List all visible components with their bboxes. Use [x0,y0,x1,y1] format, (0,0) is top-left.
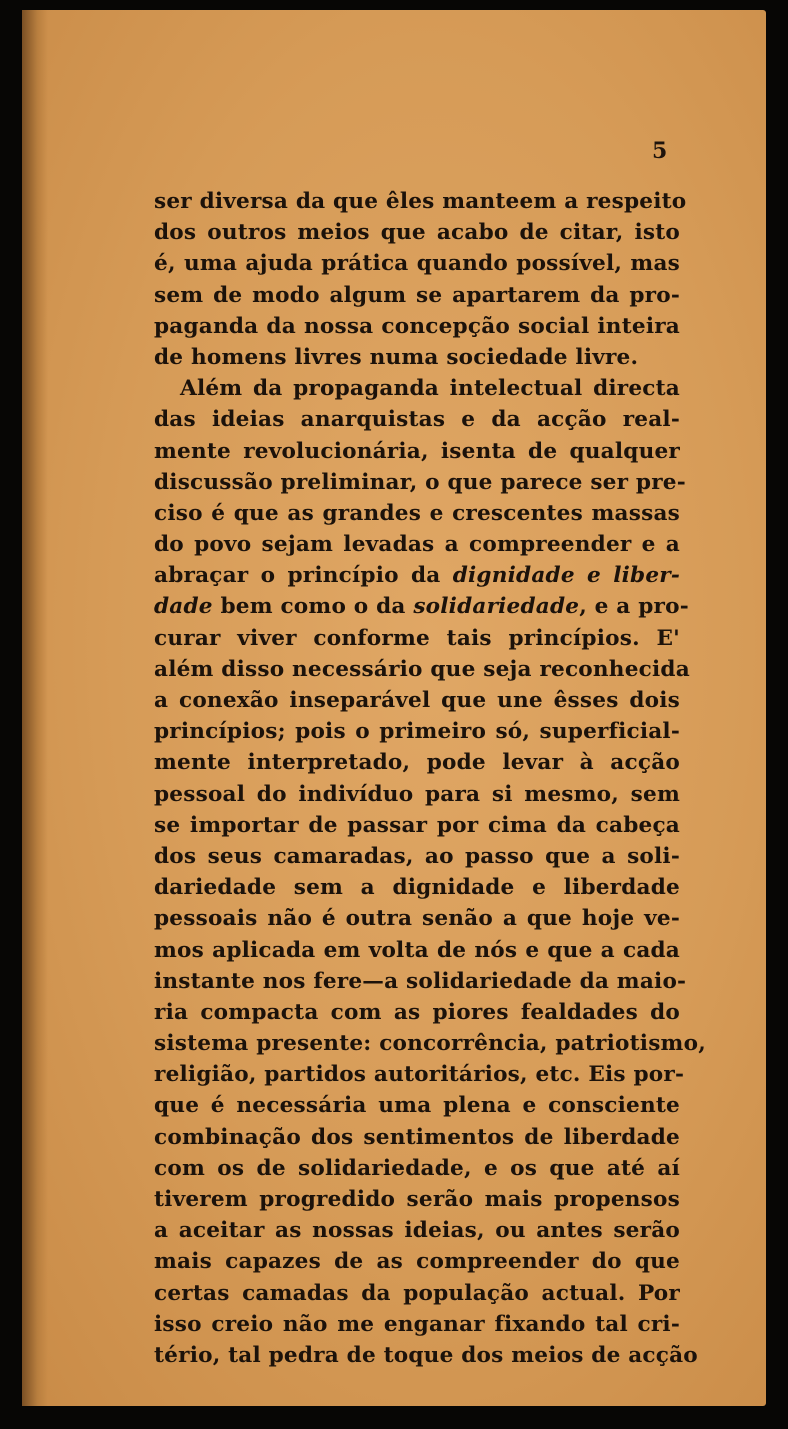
text-line: mente revolucionária, isenta de qualquer [154,438,680,464]
text-line: discussão preliminar, o que parece ser pre- [154,469,686,495]
text-line: dade bem como o da solidariedade, e a pro- [154,594,689,620]
text-line: princípios; pois o primeiro só, superficial- [154,719,680,745]
text-line: do povo sejam levadas a compreender e a [154,532,680,558]
text-line: sistema presente: concorrência, patriotismo, [154,1031,706,1057]
text-line: combinação dos sentimentos de liberdade [154,1124,680,1150]
text-line: de homens livres numa sociedade livre. [154,344,639,370]
text-line: é, uma ajuda prática quando possível, mas [154,251,680,277]
text-line: paganda da nossa concepção social inteira [154,313,680,339]
text-line: a conexão inseparável que une êsses dois [154,688,680,713]
text-line: se importar de passar por cima da cabeça [154,812,680,838]
text-line: religião, partidos autoritários, etc. Eis por- [154,1062,685,1088]
text-line: isso creio não me enganar fixando tal cri- [154,1311,680,1337]
text-line: dariedade sem a dignidade e liberdade [154,875,680,901]
text-line: abraçar o princípio da dignidade e liber- [154,563,680,589]
text-line: mente interpretado, pode levar à acção [154,750,680,776]
book-page [22,10,766,1406]
text-line: pessoal do indivíduo para si mesmo, sem [154,781,680,807]
text-line: com os de solidariedade, e os que até aí [154,1155,680,1181]
text-line: certas camadas da população actual. Por [154,1280,680,1306]
text-line: que é necessária uma plena e consciente [154,1093,680,1119]
text-line: ria compacta com as piores fealdades do [154,999,680,1025]
text-line: mais capazes de as compreender do que [154,1249,680,1275]
page-spine-shadow [22,10,48,1406]
text-line: tério, tal pedra de toque dos meios de acção [154,1342,698,1368]
text-line: ciso é que as grandes e crescentes massas [154,500,680,526]
text-line: a aceitar as nossas ideias, ou antes serão [154,1218,680,1244]
body-text [154,186,706,1371]
text-line: dos outros meios que acabo de citar, isto [154,220,680,246]
text-line: Além da propaganda intelectual directa [180,376,680,402]
text-line: ser diversa da que êles manteem a respeito [154,189,687,214]
text-line: curar viver conforme tais princípios. E' [154,625,680,651]
text-line: dos seus camaradas, ao passo que a soli- [154,843,680,869]
text-line: tiverem progredido serão mais propensos [154,1187,680,1212]
text-line: pessoais não é outra senão a que hoje ve- [154,906,680,932]
text-line: mos aplicada em volta de nós e que a cada [154,937,680,963]
page-number: 5 [652,138,668,164]
text-line: instante nos fere—a solidariedade da maio- [154,968,687,994]
text-line: além disso necessário que seja reconhecida [154,656,690,682]
text-line: sem de modo algum se apartarem da pro- [154,282,680,308]
text-line: das ideias anarquistas e da acção real- [154,407,680,433]
